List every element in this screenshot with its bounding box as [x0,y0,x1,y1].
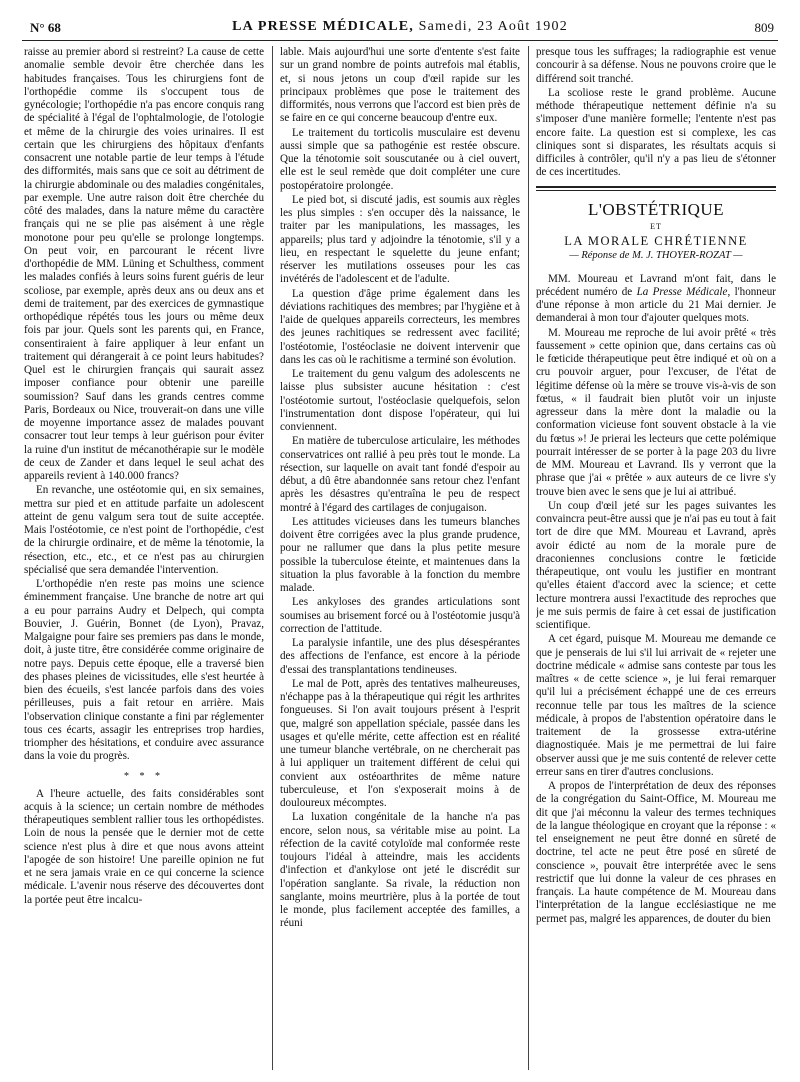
paragraph: La paralysie infantile, une des plus désespérantes des affections de l'enfance, est encore à la période d'essai des transplantations tendineuses. [280,637,520,676]
column-middle [280,46,520,1070]
paragraph: La question d'âge prime également dans les déviations rachitiques des membres; par l'hygiène et à l'aide de quelques appareils correcteurs, les membres des jeunes rachitiques se redressent avec facilité; l'ostéotomie, l'ostéoclasie ne doivent intervenir que dans les cas où le rachitisme a terminé son évolution. [280,287,520,366]
paragraph: presque tous les suffrages; la radiographie est venue concourir à sa défense. Nous ne pouvons croire que le différend soit tranché. [536,46,776,85]
column-left [24,46,264,1070]
issue-number: N° 68 [30,20,61,35]
section-subtitle: LA MORALE CHRÉTIENNE [564,233,748,248]
section-conjunction: ET [650,221,662,231]
paragraph: lable. Mais aujourd'hui une sorte d'entente s'est faite sur un grand nombre de points autrefois mal établis, et, si nous jetons un coup d'œil rapide sur les principaux problèmes que pose le traitement des difformités, nous verrons que l'accord est bien près de se faire en ce qui concerne beaucoup d'entre eux. [280,46,520,125]
paragraph: Le mal de Pott, après des tentatives malheureuses, n'échappe pas à la thérapeutique qui régit les arthrites fongueuses. Si l'on avait toujours présent à l'esprit que, malgré son appellation spéciale, passée dans les usages et qu'elle mérite, cette affection est en réalité une tumeur blanche vertébrale, on ne chercherait pas à lui appliquer un traitement différent de celui qui convient aux ostéoarthrites de même nature tuberculeuse, et l'on s'exposerait moins à de douloureux mécomptes. [280,677,520,809]
masthead-title [22,19,778,35]
column-rule [528,46,529,1070]
paragraph: Les ankyloses des grandes articulations sont soumises au brisement forcé ou à l'ostéotomie jusqu'à correction de l'attitude. [280,596,520,635]
paragraph: raisse au premier abord si restreint? La cause de cette anomalie semble devoir être cherchée dans les habitudes françaises. Tous les chirurgiens font de l'orthopédie comme ils s'occupent tous de gynécologie; l'orthopédie n'a pas encore conquis rang de spécialité à l'égal de l'ophtalmologie, de l'otologie et même de la chirurgie des voies urinaires. Il est certain que les chirurgiens des hôpitaux d'enfants consacrent une notable partie de leur temps à l'étude des difformités, mais sans que ce soit au détriment de la chirurgie abdominale ou des maladies congénitales, par exemple. Une autre raison doit être cherchée du côté des malades, dans la nature même du caractère français qui ne se plie pas aisément à une règle monotone pour peu qu'elle se prolonge longtemps. On peut voir, en parcourant le récent livre d'orthopédie de MM. Lüning et Schulthess, comment les malades confiés à leurs soins furent guéris de leur scoliose, par exemple, après deux ans ou deux ans et demi de traitement, par des exercices de gymnastique orthopédique répétés tous les jours ou même deux fois par jour. Quels sont les parents qui, en France, consentiraient à faire appliquer à leur enfant un traitement qui dérangerait à ce point leurs habitudes? Quel est le chirurgien français qui saurait assez imposer confiance pour obtenir une pareille soumission? Sauf dans les grands centres comme Paris, Bordeaux ou Nice, trouverait-on dans une ville de moyenne importance assez de malades pouvant consacrer tout leur temps à leur guérison pour éviter la ruine d'un institut de mécanothérapie sur le modèle de ceux de Zander et dans lequel le seul achat des appareils revient à 140.000 francs? [24,46,264,482]
paragraph: A propos de l'interprétation de deux des réponses de la congrégation du Saint-Office, M. Moureau me dit que j'ai méconnu la valeur des termes techniques de la langue théologique en croyant que la réponse : « tel enseignement ne peut être donné en sûreté de doctrine, tel acte ne peut être posé en sûreté de conscience », pouvait être interprétée avec le sens restrictif que lui donne la valeur de ces phrases en français. La haute compétence de M. Moureau dans l'interprétation de la langue ecclésiastique ne me permet pas, malgré les apparences, de douter du bien [536,780,776,925]
text-run: MM. Moureau et Lavrand m'ont fait, dans le précédent numéro de [536,272,776,298]
journal-reference: La Presse Médicale [636,285,728,298]
paragraph: En revanche, une ostéotomie qui, en six semaines, mettra sur pied et en attitude parfaite un adolescent atteint de genu valgum sera tout de suite acceptée. Mais l'ostéotomie, ce n'est point de l'orthopédie, c'est de la chirurgie ordinaire, et de même la ténotomie, la résection, etc., etc., et ce n'est pas au chirurgien spécialisé que sera demandée l'intervention. [24,484,264,576]
paragraph: La luxation congénitale de la hanche n'a pas encore, selon nous, sa véritable mise au point. La réfection de la cavité cotyloïde mal conformée reste toujours l'idéal à atteindre, mais les accidents d'infection et d'ankylose ont jeté le discrédit sur l'opération sanglante. Sa rivale, la réduction non sanglante, moins meurtrière, plus à la portée de tout le monde, plus facilement acceptée des familles, a réuni [280,811,520,930]
paragraph: Un coup d'œil jeté sur les pages suivantes les convaincra peut-être aussi que je n'ai pas eu tout à fait tort de dire que MM. Moureau et Lavrand, après avoir édicté au nom de la morale pure de draconiennes conclusions contre le fœticide thérapeutique, ont voulu les justifier en montrant qu'elles étaient d'accord avec la science; et cette lecture montrera aussi l'exactitude des reproches que je me suis permis de faire à cet essai de justification scientifique. [536,499,776,631]
page-header [22,18,778,41]
paragraph: Le pied bot, si discuté jadis, est soumis aux règles les plus simples : s'en occuper dès la naissance, le traiter par les manipulations, les massages, les appareils; plus tard y adjoindre la ténotomie, s'il y a lieu, en respectant le squelette du jeune enfant; réserver les mutilations osseuses pour les cas invétérés de l'adolescent et de l'adulte. [280,193,520,286]
journal-name: LA PRESSE MÉDICALE, [232,19,414,34]
section-separator [536,186,776,191]
paragraph: En matière de tuberculose articulaire, les méthodes conservatrices ont rallié à peu près tout le monde. La résection, sur laquelle on avait tant fondé d'espoir au début, a dû être abandonnée sans retour chez l'enfant après les désastres qu'entraîna le peu de respect montré à l'égard des cartilages de conjugaison. [280,435,520,514]
paragraph: Le traitement du torticolis musculaire est devenu aussi simple que sa pathogénie est restée obscure. Que la ténotomie soit souscutanée ou à ciel ouvert, elle est le seul remède que doit compléter une cure postopératoire prolongée. [280,126,520,192]
paragraph: La scoliose reste le grand problème. Aucune méthode thérapeutique nettement définie n'a su s'imposer d'une manière formelle; l'entente n'est pas encore faite. La question est si complexe, les cas cliniques sont si disparates, les résultats acquis si difficiles à contrôler, qu'il n'y a pas lieu de s'étonner de ces incertitudes. [536,86,776,179]
page-number: 809 [754,20,774,35]
article-columns [22,46,778,1070]
paragraph: Le traitement du genu valgum des adolescents ne laisse plus subsister aucune hésitation : c'est l'ostéotomie surtout, l'ostéoclasie quelquefois, selon l'instrumentation dont dispose l'opérateur, qui lui conviennent. [280,368,520,433]
section-stars: * * * [124,770,164,782]
paragraph [536,273,776,326]
newspaper-page [22,18,778,1070]
paragraph: Les attitudes vicieuses dans les tumeurs blanches doivent être corrigées avec la plus grande prudence, pour ne rallumer que dans la plus petite mesure possible la tuberculose éteinte, et maintenues dans la situation la plus favorable à la fonction du membre malade. [280,515,520,594]
column-rule [272,46,273,1070]
section-title: L'OBSTÉTRIQUE [587,199,725,219]
section-author: — Réponse de M. J. THOYER-ROZAT — [569,249,743,261]
issue-date: Samedi, 23 Août 1902 [413,19,568,34]
paragraph: A cet égard, puisque M. Moureau me demande ce que je penserais de lui s'il lui arrivait de « rejeter une doctrine médicale « admise sans conteste par tous les maîtres « de cette science », je lui ferai remarquer qu'il lui a précisément échappé une de ces erreurs reconnue telle par tous les maîtres de la science médicale, à propos de l'abstention opératoire dans le traitement de la grossesse extra-utérine diagnostiquée. Mais je me permettrai de lui faire observer aussi que je me suis contenté de relever cette erreur sans en tirer d'autres conclusions. [536,633,776,778]
paragraph: M. Moureau me reproche de lui avoir prêté « très faussement » cette opinion que, dans certains cas où le fœticide thérapeutique peut être indiqué et où on a cru pouvoir arguer, pour l'excuser, de l'état de légitime défense où la mère se trouve vis-à-vis de son fœtus, « il faudrait bien plutôt voir un injuste agresseur dans la mère dont la maladie ou la conformation vicieuse font souvent obstacle à la vie du fœtus »! Je prierai les lecteurs que cette polémique pourrait intéresser de se porter à la page 203 du livre de MM. Moureau et Lavrand. Ils y verront que la phrase que j'ai « prêtée » aux auteurs de ce livre s'y trouve bien avec le sens que je lui ai attribué. [536,326,776,498]
paragraph: A l'heure actuelle, des faits considérables sont acquis à la science; un certain nombre de méthodes thérapeutiques semblent rallier tous les orthopédistes. Loin de nous la pensée que le dernier mot de cette science n'est plus à dire et que nous avons atteint l'apogée de son histoire! Une pareille opinion ne fut et ne sera jamais vraie en ce qui concerne la science médicale. L'avenir nous réserve des découvertes dont la portée peut être incalcu- [24,787,264,906]
column-right [536,46,776,1070]
paragraph: L'orthopédie n'en reste pas moins une science éminemment française. Une branche de notre art qui a eu pour parrains Audry et Delpech, qui compta Bouvier, J. Guérin, Bonnet (de Lyon), Pravaz, Malgaigne pour faire ses premiers pas dans le monde, doit, à juste titre, être considérée comme originaire de notre pays. Depuis cette époque, elle a traversé bien des phases pleines de vicissitudes, elle s'est heurtée à bien des écueils, s'est lancée parfois dans des voies périlleuses, puis a fait retour en arrière. Mais l'observation clinique constante a fini par réglementer tous ces écarts, assagir les entreprises trop hardies, triompher des hésitations, et conduire avec assurance dans la voie du progrès. [24,578,264,763]
text-run: , l'honneur d'une réponse à mon article du 21 Mai dernier. Je demanderai à mon tour d'ajouter quelques mots. [536,285,776,325]
